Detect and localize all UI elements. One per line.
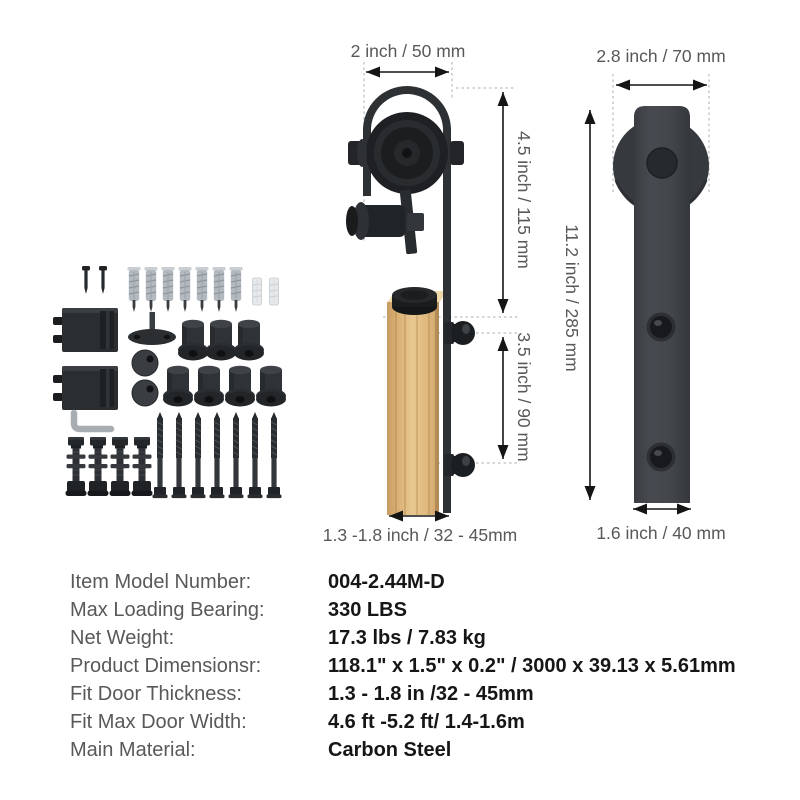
spec-row-dimensions [0,652,800,680]
cup-spacer-icon [225,366,255,407]
wall-anchor-icon [145,267,158,312]
cup-spacer-icon [194,366,224,407]
hanger-bolt-icon [132,437,153,496]
lag-screw-icon [191,412,206,498]
spec-value: 4.6 ft -5.2 ft/ 1.4-1.6m [328,710,525,733]
spec-row-material [0,736,800,764]
door-cap-icon [392,287,437,315]
dome-nut-side [444,321,475,345]
lag-screw-icon [153,412,168,498]
dimension-label-strap-width: 1.6 inch / 40 mm [596,523,726,543]
white-anchor-icon [252,278,261,305]
cup-spacer-icon [163,366,193,407]
dome-bolt-front [647,443,676,472]
spec-row-door-width [0,708,800,736]
cup-spacer-icon [178,320,208,361]
spec-row-model [0,568,800,596]
spec-value: 17.3 lbs / 7.83 kg [328,626,486,649]
spec-label: Product Dimensionsr: [70,654,262,677]
dome-nut-side [444,453,475,477]
pivot-bolt-icon [647,148,677,178]
dimension-label-front-width: 2.8 inch / 70 mm [596,46,726,66]
spec-row-load [0,596,800,624]
wall-anchor-icon [128,267,141,312]
spec-table [0,568,800,764]
hanger-bolt-icon [110,437,131,496]
spacer-disc-icon [132,350,158,376]
lag-screw-icon [229,412,244,498]
lag-screw-icon [210,412,225,498]
spec-label: Fit Door Thickness: [70,682,242,705]
wall-anchor-icon [213,267,226,312]
door-edge [387,287,447,515]
door-stop-icon [53,308,118,352]
spec-value: 004-2.44M-D [328,570,445,593]
cup-spacer-icon [234,320,264,361]
spec-value: 1.3 - 1.8 in /32 - 45mm [328,682,534,705]
hardware-kit-group [53,266,286,498]
spec-label: Item Model Number: [70,570,252,593]
wood-screw-icon [82,266,90,294]
side-view-diagram [323,41,534,545]
door-stop-icon [53,366,118,410]
spacer-disc-icon [132,380,158,406]
white-anchor-icon [269,278,278,305]
spec-label: Main Material: [70,738,196,761]
spec-value: 118.1" x 1.5" x 0.2" / 3000 x 39.13 x 5.61mm [328,654,736,677]
dimension-label-door-thickness: 1.3 -1.8 inch / 32 - 45mm [322,525,518,545]
anti-jump-guide-icon [128,312,176,345]
spec-row-thickness [0,680,800,708]
dimension-label-total-height: 11.2 inch / 285 mm [562,224,582,372]
hanger-bolt-icon [88,437,109,496]
spec-label: Max Loading Bearing: [70,598,265,621]
spec-row-weight [0,624,800,652]
lag-screw-icon [267,412,282,498]
wall-anchor-icon [196,267,209,312]
wall-anchor-icon [179,267,192,312]
dome-bolt-front [647,313,676,342]
dimension-label-top-width: 2 inch / 50 mm [350,41,466,61]
spec-value: Carbon Steel [328,738,452,761]
spec-label: Net Weight: [70,626,175,649]
lag-screw-icon [248,412,263,498]
hanger-bolt-icon [66,437,87,496]
spec-value: 330 LBS [328,598,407,621]
cup-spacer-icon [206,320,236,361]
lag-screw-icon [172,412,187,498]
spec-label: Fit Max Door Width: [70,710,247,733]
cup-spacer-icon [256,366,286,407]
front-view-diagram [562,46,726,543]
wood-screw-icon [99,266,107,294]
dimension-label-upper-height: 4.5 inch / 115 mm [514,131,534,269]
anti-jump-roller-side [346,190,424,255]
hex-key-icon [74,413,111,429]
wall-anchor-icon [230,267,243,312]
dimension-label-bolt-spacing: 3.5 inch / 90 mm [514,332,534,462]
wall-anchor-icon [162,267,175,312]
